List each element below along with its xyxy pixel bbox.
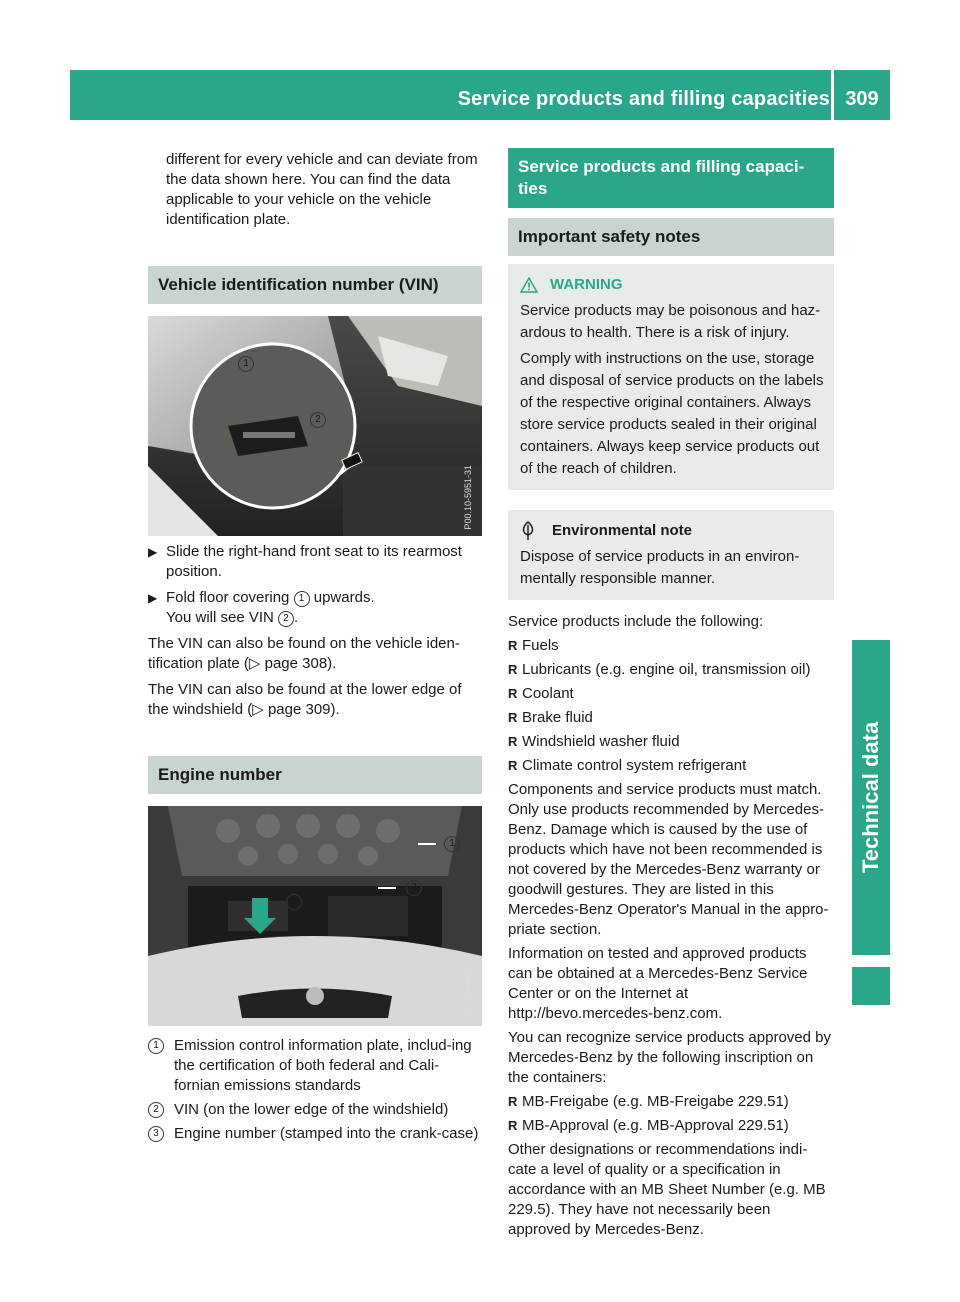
paragraph-recognize: You can recognize service products approved by Mercedes-Benz by the following inscription on the containers:: [508, 1029, 831, 1086]
vin-callout-1: 1: [238, 356, 254, 372]
callout-ref-2: 2: [278, 611, 294, 627]
paragraph-components: Components and service products must match. Only use products recommended by Mercedes-Benz. Damage which is caused by the use of products which have not been recommended is not covered by the Mercedes-Benz warranty or goodwill gestures. They are listed in this Mercedes-Benz Operator's Manual in the appro-priate section.: [508, 781, 829, 938]
engine-callout-3: 3: [286, 894, 302, 910]
safety-heading: Important safety notes: [508, 218, 834, 256]
section-heading: Service products and filling capaci-ties: [508, 148, 834, 208]
page-ref-icon: ▷: [248, 655, 261, 672]
list-item: R Windshield washer fluid: [508, 733, 680, 750]
list-item: R MB-Approval (e.g. MB-Approval 229.51): [508, 1117, 789, 1134]
bullet-icon: R: [508, 710, 518, 725]
side-tab-label: Technical data: [858, 721, 883, 874]
vin-step-1: ▶ Slide the right-hand front seat to its rearmost position.: [148, 543, 462, 580]
vin-step-2: ▶ Fold floor covering 1 upwards. You will see VIN 2 .: [148, 589, 375, 626]
warning-text-2: Comply with instructions on the use, storage and disposal of service products on the labels of the respective original containers. Always store service products sealed in their original containers. Always keep service products out of the reach of children.: [520, 350, 824, 477]
approval-list: [508, 1092, 834, 1136]
engine-bay-photo: [148, 806, 482, 1026]
legend-number-3: 3: [148, 1126, 164, 1142]
warning-text-1: Service products may be poisonous and haz-ardous to health. There is a risk of injury.: [520, 302, 821, 341]
left-column: [148, 150, 482, 1148]
page-ref-link[interactable]: page 309).: [267, 701, 340, 718]
bullet-icon: R: [508, 1094, 518, 1109]
page-number: 309: [845, 88, 879, 110]
list-item: R Lubricants (e.g. engine oil, transmission oil): [508, 661, 811, 678]
list-item: R Climate control system refrigerant: [508, 757, 747, 774]
engine-photo-illustration: [148, 806, 482, 1026]
page-title: Service products and filling capacities: [457, 88, 830, 110]
vin-callout-2: 2: [310, 412, 326, 428]
paragraph-information: Information on tested and approved products can be obtained at a Mercedes-Benz Service Center or on the Internet at http://bevo.mercedes-benz.com.: [508, 945, 808, 1022]
paragraph-other: Other designations or recommendations indi-cate a level of quality or a specification in accordance with an MB Sheet Number (e.g. MB 229.5). They have not necessarily been approved by Mercedes-Benz.: [508, 1141, 826, 1238]
list-intro: Service products include the following:: [508, 613, 764, 630]
legend-item-1: 1 Emission control information plate, includ-ing the certification of both federal and Cali-fornian emissions standards: [148, 1036, 482, 1096]
bullet-icon: R: [508, 758, 518, 773]
step-arrow-icon: ▶: [148, 545, 158, 559]
service-products-list: [508, 636, 834, 776]
engine-heading: Engine number: [148, 756, 482, 794]
environment-box: [508, 510, 834, 600]
environment-text: Dispose of service products in an environ-mentally responsible manner.: [520, 548, 800, 587]
header-bar: [70, 70, 890, 120]
legend-number-2: 2: [148, 1102, 164, 1118]
warning-box: [508, 264, 834, 490]
bullet-icon: R: [508, 686, 518, 701]
vin-heading: Vehicle identification number (VIN): [148, 266, 482, 304]
intro-text: different for every vehicle and can deviate from the data shown here. You can find the data applicable to your vehicle on the vehicle identification plate.: [166, 151, 478, 228]
page-ref-icon: ▷: [252, 701, 264, 718]
list-item: R Fuels: [508, 637, 559, 654]
side-tab-marker: [852, 967, 890, 1005]
warning-title: WARNING: [520, 274, 826, 296]
bullet-icon: R: [508, 734, 518, 749]
callout-ref-1: 1: [294, 591, 310, 607]
warning-triangle-icon: [520, 277, 538, 293]
right-column: [508, 148, 834, 1240]
environment-leaf-icon: [520, 521, 536, 541]
engine-callout-2: 2: [406, 880, 422, 896]
vin-photo-code: P00.10-5951-31: [463, 465, 473, 530]
page-ref-link[interactable]: page 308).: [264, 655, 337, 672]
list-item: R Coolant: [508, 685, 574, 702]
legend-number-1: 1: [148, 1038, 164, 1054]
engine-legend: [148, 1036, 482, 1144]
vin-note-1: The VIN can also be found on the vehicle iden-tification plate (▷ page 308).: [148, 635, 460, 672]
environment-title: Environmental note: [520, 520, 826, 542]
bullet-icon: R: [508, 1118, 518, 1133]
engine-callout-1: 1: [444, 836, 460, 852]
vin-note-2: The VIN can also be found at the lower edge of the windshield (▷ page 309).: [148, 681, 462, 718]
vin-location-photo: [148, 316, 482, 536]
bullet-icon: R: [508, 662, 518, 677]
engine-photo-code: P00.10-5952-31: [463, 955, 473, 1020]
list-item: R MB-Freigabe (e.g. MB-Freigabe 229.51): [508, 1093, 789, 1110]
step-arrow-icon: ▶: [148, 591, 158, 605]
bullet-icon: R: [508, 638, 518, 653]
legend-item-3: 3 Engine number (stamped into the crank-case): [148, 1124, 482, 1144]
legend-item-2: 2 VIN (on the lower edge of the windshield): [148, 1100, 482, 1120]
list-item: R Brake fluid: [508, 709, 593, 726]
